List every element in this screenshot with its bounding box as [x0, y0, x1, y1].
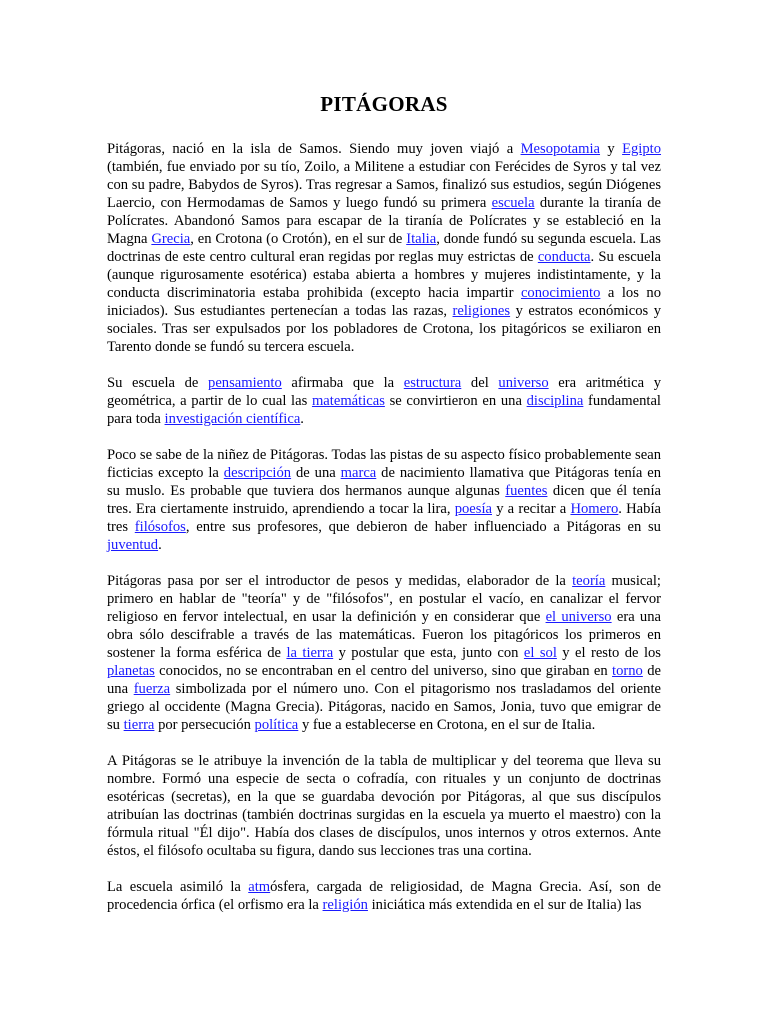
- text-segment: Poco se sabe de la niñez de Pitágoras. Todas las pistas de su aspecto físico probablemente sean ficticias excepto la: [107, 447, 661, 481]
- text-segment: y el resto de los: [556, 645, 661, 661]
- text-segment: se convirtieron en una: [384, 393, 527, 409]
- text-segment: La escuela asimiló la: [107, 879, 249, 895]
- hyperlink[interactable]: matemáticas: [311, 393, 385, 409]
- hyperlink[interactable]: tierra: [123, 717, 155, 733]
- text-segment: A Pitágoras se le atribuye la invención de la tabla de multiplicar y del teorema que lleva su nombre. Formó una especie de secta o cofradía, con rituales y un conjunto de doctrinas esotéricas (secretas), en la que se guardaba devoción por Pitágoras, al que sus discípulos atribuían las doctrinas (también doctrinas surgidas en la escuela ya muerto el maestro) con la fórmula ritual "Él dijo". Había dos clases de discípulos, unos internos y otros externos. Ante éstos, el filósofo ocultaba su figura, dando sus lecciones tras una cortina.: [107, 753, 661, 859]
- hyperlink[interactable]: escuela: [491, 195, 535, 211]
- hyperlink[interactable]: teoría: [572, 573, 606, 589]
- hyperlink[interactable]: universo: [498, 375, 549, 391]
- hyperlink[interactable]: descripción: [223, 465, 292, 481]
- hyperlink[interactable]: fuerza: [133, 681, 171, 697]
- text-segment: simbolizada por el número uno. Con el pitagorismo nos trasladamos del oriente griego al occidente (Magna Grecia). Pitágoras, nacido en Samos, Jonia, tuvo que emigrar de su: [107, 681, 661, 733]
- paragraph: [107, 374, 661, 428]
- hyperlink[interactable]: Homero: [570, 501, 619, 517]
- text-segment: , en Crotona (o Crotón), en el sur de: [190, 231, 407, 247]
- hyperlink[interactable]: disciplina: [526, 393, 584, 409]
- text-segment: de una: [291, 465, 341, 481]
- hyperlink[interactable]: torno: [612, 663, 643, 679]
- hyperlink[interactable]: Mesopotamia: [520, 141, 601, 157]
- hyperlink[interactable]: marca: [340, 465, 377, 481]
- paragraph: [107, 572, 661, 734]
- document-page: [107, 86, 661, 932]
- hyperlink[interactable]: investigación científica: [164, 411, 301, 427]
- text-segment: .: [300, 411, 304, 427]
- text-segment: iniciática más extendida en el sur de Italia) las: [367, 897, 642, 913]
- text-segment: y fue a establecerse en Crotona, en el sur de Italia.: [298, 717, 596, 733]
- text-segment: afirmaba que la: [281, 375, 404, 391]
- hyperlink[interactable]: fuentes: [505, 483, 548, 499]
- hyperlink[interactable]: pensamiento: [208, 375, 282, 391]
- hyperlink[interactable]: religión: [322, 897, 368, 913]
- text-segment: musical; primero en hablar de "teoría" y de "filósofos", en postular el vacío, en canalizar el fervor religioso en fervor intelectual, en usar la definición y en considerar que: [107, 573, 661, 625]
- hyperlink[interactable]: el universo: [545, 609, 612, 625]
- text-segment: Pitágoras, nació en la isla de Samos. Siendo muy joven viajó a: [107, 141, 521, 157]
- text-segment: fundamental para toda: [107, 393, 661, 427]
- hyperlink[interactable]: conocimiento: [520, 285, 601, 301]
- text-segment: Pitágoras pasa por ser el introductor de pesos y medidas, elaborador de la: [107, 573, 573, 589]
- paragraph: [107, 446, 661, 554]
- hyperlink[interactable]: Egipto: [622, 141, 662, 157]
- hyperlink[interactable]: Italia: [406, 231, 437, 247]
- hyperlink[interactable]: política: [254, 717, 299, 733]
- text-segment: y: [600, 141, 623, 157]
- paragraph: [107, 752, 661, 860]
- hyperlink[interactable]: conducta: [537, 249, 591, 265]
- hyperlink[interactable]: planetas: [107, 663, 155, 679]
- text-segment: y estratos económicos y sociales. Tras ser expulsados por los pobladores de Crotona, los pitagóricos se exiliaron en Tarento donde se fundó su tercera escuela.: [107, 303, 661, 355]
- text-segment: dicen que él tenía tres. Era ciertamente instruido, aprendiendo a tocar la lira,: [107, 483, 661, 517]
- text-segment: . Había tres: [107, 501, 661, 535]
- document-body: [107, 140, 661, 914]
- hyperlink[interactable]: filósofos: [134, 519, 186, 535]
- hyperlink[interactable]: la tierra: [286, 645, 334, 661]
- text-segment: de nacimiento llamativa que Pitágoras tenía en su muslo. Es probable que tuviera dos hermanos aunque algunas: [107, 465, 661, 499]
- hyperlink[interactable]: religiones: [452, 303, 511, 319]
- hyperlink[interactable]: poesía: [454, 501, 492, 517]
- text-segment: Su escuela de: [107, 375, 209, 391]
- text-segment: (también, fue enviado por su tío, Zoilo, a Militene a estudiar con Ferécides de Syros y tal vez con su padre, Babydos de Syros). Tras regresar a Samos, finalizó sus estudios, según Diógenes Laercio, con Hermodamas de Samos y luego fundó su primera: [107, 159, 661, 211]
- text-segment: del: [461, 375, 499, 391]
- text-segment: era aritmética y geométrica, a partir de lo cual las: [107, 375, 661, 409]
- text-segment: ósfera, cargada de religiosidad, de Magna Grecia. Así, son de procedencia órfica (el orfismo era la: [107, 879, 661, 913]
- hyperlink[interactable]: Grecia: [151, 231, 191, 247]
- text-segment: de una: [107, 663, 661, 697]
- text-segment: por persecución: [154, 717, 255, 733]
- page-title: PITÁGORAS: [320, 92, 448, 116]
- paragraph: [107, 140, 661, 356]
- text-segment: y a recitar a: [492, 501, 571, 517]
- text-segment: , entre sus profesores, que debieron de haber influenciado a Pitágoras en su: [185, 519, 661, 535]
- text-segment: conocidos, no se encontraban en el centro del universo, sino que giraban en: [154, 663, 613, 679]
- text-segment: a los no iniciados). Sus estudiantes pertenecían a todas las razas,: [107, 285, 661, 319]
- hyperlink[interactable]: estructura: [403, 375, 462, 391]
- hyperlink[interactable]: juventud: [107, 537, 159, 553]
- text-segment: .: [158, 537, 162, 553]
- text-segment: y postular que esta, junto con: [333, 645, 524, 661]
- text-segment: . Su escuela (aunque rigurosamente esotérica) estaba abierta a hombres y mujeres indistintamente, y la conducta discriminatoria estaba prohibida (excepto hacia impartir: [107, 249, 661, 301]
- hyperlink[interactable]: atm: [248, 879, 271, 895]
- text-segment: era una obra sólo descifrable a través de las matemáticas. Fueron los pitagóricos los primeros en sostener la forma esférica de: [107, 609, 661, 661]
- paragraph: [107, 878, 661, 914]
- text-segment: durante la tiranía de Polícrates. Abandonó Samos para escapar de la tiranía de Polícrates y se estableció en la Magna: [107, 195, 662, 247]
- hyperlink[interactable]: el sol: [523, 645, 557, 661]
- text-segment: , donde fundó su segunda escuela. Las doctrinas de este centro cultural eran regidas por reglas muy estrictas de: [107, 231, 661, 265]
